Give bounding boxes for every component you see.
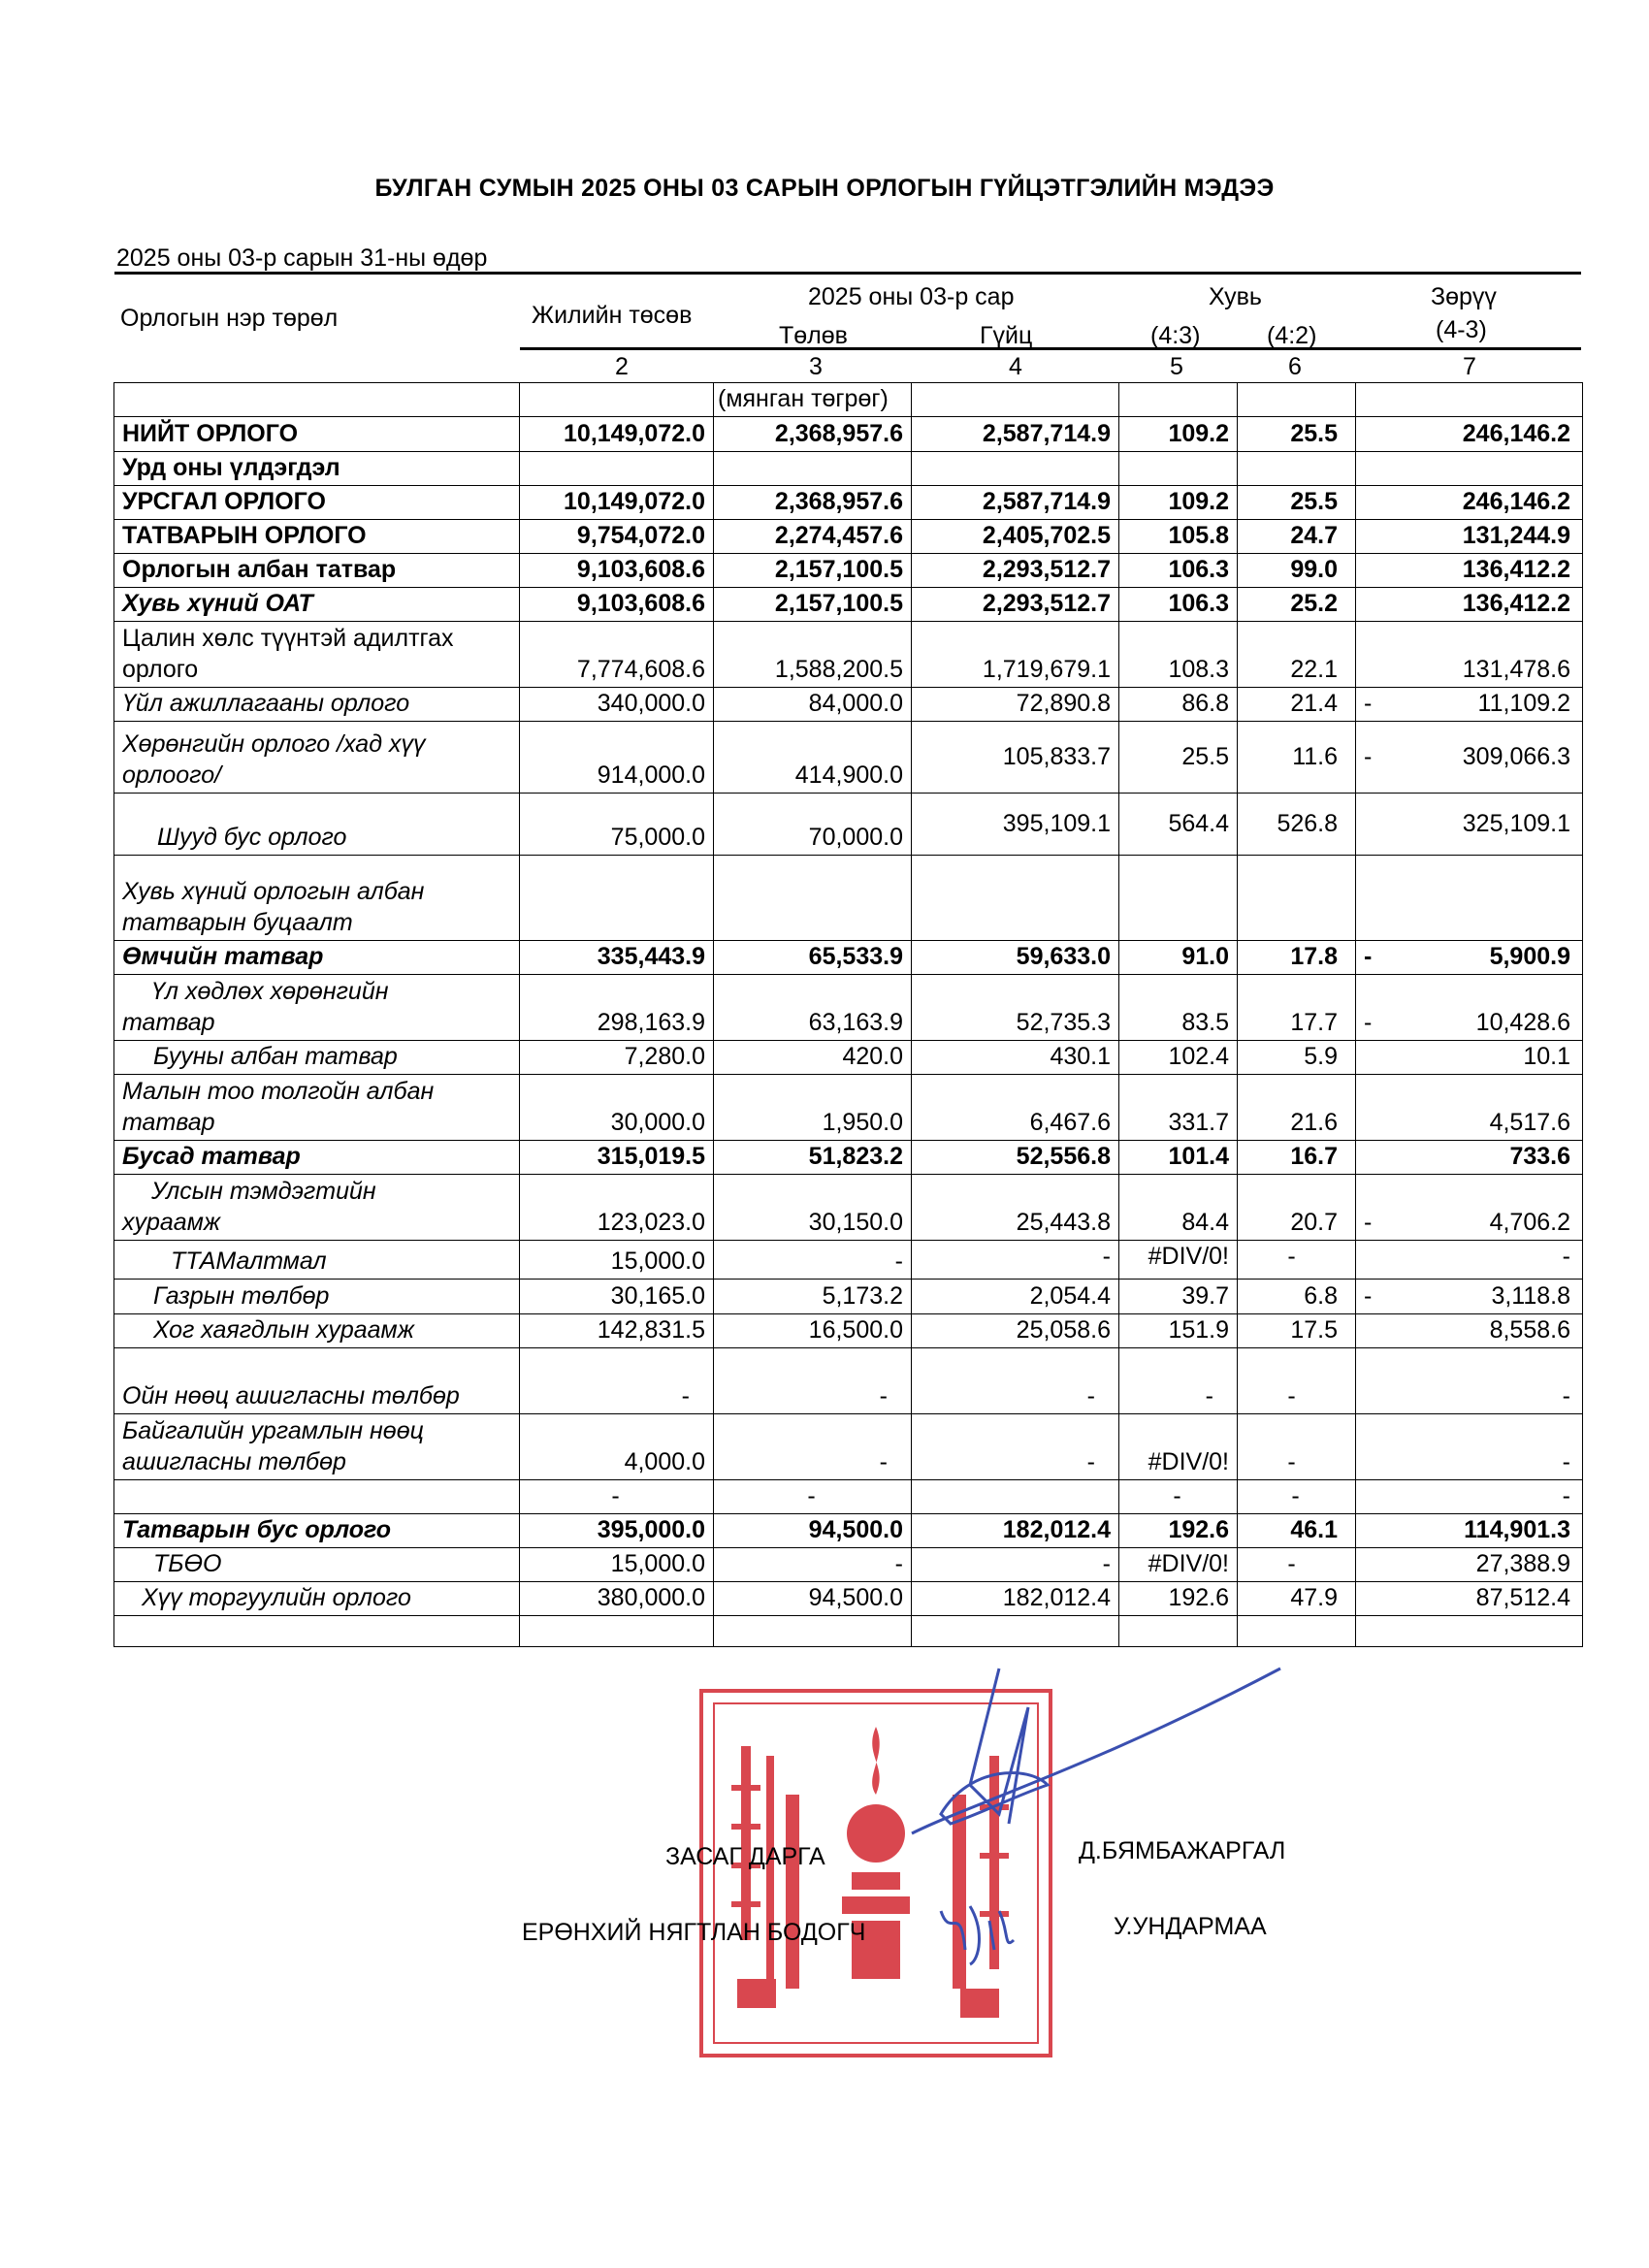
diff-value: 5,900.9 [1489, 943, 1570, 970]
cell-month-plan: 414,900.0 [714, 722, 912, 794]
cell-pct-43: 101.4 [1119, 1141, 1238, 1175]
cell-pct-42: - [1238, 1480, 1356, 1514]
accountant-title: ЕРӨНХИЙ НЯГТЛАН БОДОГЧ [522, 1919, 866, 1946]
cell-month-plan: 63,163.9 [714, 975, 912, 1041]
row-name: НИЙТ ОРЛОГО [114, 417, 520, 452]
cell-annual-plan: 142,831.5 [520, 1314, 714, 1348]
row-name-line2: орлого [122, 656, 199, 683]
cell-pct-42: 99.0 [1238, 554, 1356, 588]
cell-pct-42: 46.1 [1238, 1514, 1356, 1548]
cell-diff [1356, 588, 1583, 622]
cell-month-plan: 94,500.0 [714, 1582, 912, 1616]
cell-pct-42: 16.7 [1238, 1141, 1356, 1175]
cell-diff [1356, 1280, 1583, 1314]
row-name: УРСГАЛ ОРЛОГО [114, 486, 520, 520]
row-name-line1: Хөрөнгийн орлого /хад хүү [122, 730, 426, 758]
cell-pct-43: 102.4 [1119, 1041, 1238, 1075]
report-date: 2025 оны 03-р сарын 31-ны өдөр [116, 244, 488, 272]
table-row [114, 1514, 1583, 1548]
cell-pct-42: 6.8 [1238, 1280, 1356, 1314]
cell-actual: 105,833.7 [912, 722, 1119, 794]
row-name [114, 856, 520, 941]
cell-actual: 2,587,714.9 [912, 486, 1119, 520]
diff-value: - [1562, 1448, 1570, 1475]
diff-value: - [1562, 1243, 1570, 1270]
cell-month-plan: 2,274,457.6 [714, 520, 912, 554]
cell-pct-42: 17.7 [1238, 975, 1356, 1041]
cell-diff [1356, 486, 1583, 520]
cell-annual-plan: 15,000.0 [520, 1548, 714, 1582]
cell-actual: 25,443.8 [912, 1175, 1119, 1241]
row-name-line1: Цалин хөлс түүнтэй адилтгах [122, 625, 454, 652]
cell-pct-43: 192.6 [1119, 1582, 1238, 1616]
row-name: Татварын бус орлого [114, 1514, 520, 1548]
col-num-6: 6 [1288, 353, 1302, 380]
diff-sign: - [1364, 1009, 1373, 1036]
cell-annual-plan: 15,000.0 [520, 1241, 714, 1280]
cell-diff [1356, 520, 1583, 554]
cell-pct-42: 25.5 [1238, 486, 1356, 520]
row-name: Хүү торгуулийн орлого [114, 1582, 520, 1616]
diff-value: - [1562, 1382, 1570, 1409]
row-name: ТАТВАРЫН ОРЛОГО [114, 520, 520, 554]
table-row [114, 722, 1583, 794]
cell-pct-43: 108.3 [1119, 622, 1238, 688]
cell-actual: 2,293,512.7 [912, 588, 1119, 622]
cell-annual-plan: 75,000.0 [520, 794, 714, 856]
table-row [114, 622, 1583, 688]
diff-value: 10.1 [1523, 1043, 1570, 1070]
cell-pct-43: #DIV/0! [1119, 1548, 1238, 1582]
cell-pct-42: 21.6 [1238, 1075, 1356, 1141]
row-name-line1: Байгалийн ургамлын нөөц [122, 1417, 424, 1444]
row-name: Урд оны үлдэгдэл [114, 452, 520, 486]
cell-pct-43: 192.6 [1119, 1514, 1238, 1548]
cell-month-plan: 1,950.0 [714, 1075, 912, 1141]
diff-value: 246,146.2 [1462, 488, 1570, 515]
diff-value: 131,244.9 [1462, 522, 1570, 549]
cell-actual: 395,109.1 [912, 794, 1119, 856]
cell-month-plan: 16,500.0 [714, 1314, 912, 1348]
cell-annual-plan: 7,774,608.6 [520, 622, 714, 688]
cell-annual-plan: 10,149,072.0 [520, 486, 714, 520]
cell-pct-43: 105.8 [1119, 520, 1238, 554]
cell-pct-42 [1238, 452, 1356, 486]
cell-month-plan: - [714, 1241, 912, 1280]
table-row [114, 452, 1583, 486]
diff-value: 114,901.3 [1464, 1516, 1570, 1543]
header-percent: Хувь [1209, 283, 1262, 310]
row-name-line2: татвар [122, 1009, 215, 1036]
col-num-7: 7 [1463, 353, 1476, 380]
diff-value: 733.6 [1509, 1143, 1570, 1170]
cell-pct-42: 17.8 [1238, 941, 1356, 975]
table-row [114, 554, 1583, 588]
cell-diff [1356, 417, 1583, 452]
row-name: Ойн нөөц ашигласны төлбөр [114, 1348, 520, 1414]
row-name [114, 1414, 520, 1480]
diff-value: - [1562, 1482, 1570, 1509]
diff-value: 27,388.9 [1475, 1550, 1570, 1577]
cell-annual-plan: 9,103,608.6 [520, 588, 714, 622]
table-row [114, 1141, 1583, 1175]
cell-annual-plan: - [520, 1480, 714, 1514]
table-row [114, 520, 1583, 554]
cell-pct-43: 91.0 [1119, 941, 1238, 975]
cell-pct-43: - [1119, 1480, 1238, 1514]
header-diff-formula: (4-3) [1436, 316, 1487, 343]
cell-pct-43: - [1119, 1348, 1238, 1414]
cell-actual [912, 1480, 1119, 1514]
row-name: ТТАМалтмал [114, 1241, 520, 1280]
diff-sign: - [1364, 742, 1373, 770]
cell-pct-42: 5.9 [1238, 1041, 1356, 1075]
table-row [114, 1241, 1583, 1280]
cell-diff [1356, 1582, 1583, 1616]
cell-annual-plan: 7,280.0 [520, 1041, 714, 1075]
row-name [114, 1075, 520, 1141]
cell-diff [1356, 1241, 1583, 1280]
cell-pct-42: - [1238, 1548, 1356, 1582]
header-ratio-43: (4:3) [1150, 322, 1201, 349]
header-plan: Төлөв [779, 322, 848, 349]
cell-diff [1356, 1175, 1583, 1241]
diff-sign: - [1364, 1209, 1373, 1236]
cell-annual-plan [520, 856, 714, 941]
row-name [114, 1480, 520, 1514]
cell-diff [1356, 622, 1583, 688]
cell-month-plan: 2,157,100.5 [714, 588, 912, 622]
cell-pct-43: 83.5 [1119, 975, 1238, 1041]
row-name-line2: татварын буцаалт [122, 909, 353, 936]
cell-diff [1356, 856, 1583, 941]
cell-annual-plan: 395,000.0 [520, 1514, 714, 1548]
cell-diff [1356, 688, 1583, 722]
col-num-5: 5 [1170, 353, 1183, 380]
cell-month-plan: - [714, 1414, 912, 1480]
cell-actual: 2,405,702.5 [912, 520, 1119, 554]
table-row [114, 975, 1583, 1041]
table-row [114, 417, 1583, 452]
cell-actual: - [912, 1414, 1119, 1480]
cell-pct-42: 25.5 [1238, 417, 1356, 452]
cell-diff [1356, 452, 1583, 486]
cell-actual: 25,058.6 [912, 1314, 1119, 1348]
cell-pct-43: 106.3 [1119, 554, 1238, 588]
cell-pct-42: 47.9 [1238, 1582, 1356, 1616]
row-name-line2: хураамж [122, 1209, 221, 1236]
cell-annual-plan: 10,149,072.0 [520, 417, 714, 452]
cell-actual: 59,633.0 [912, 941, 1119, 975]
cell-pct-43: 331.7 [1119, 1075, 1238, 1141]
row-name: Хог хаягдлын хураамж [114, 1314, 520, 1348]
header-name: Орлогын нэр төрөл [120, 305, 339, 332]
table-row [114, 688, 1583, 722]
cell-actual: 182,012.4 [912, 1514, 1119, 1548]
row-name: Бууны албан татвар [114, 1041, 520, 1075]
accountant-signature [931, 1892, 1018, 1969]
cell-annual-plan: 914,000.0 [520, 722, 714, 794]
cell-diff [1356, 1041, 1583, 1075]
cell-diff [1356, 1548, 1583, 1582]
cell-pct-42: 21.4 [1238, 688, 1356, 722]
diff-value: 11,109.2 [1477, 690, 1570, 717]
row-name: Үйл ажиллагааны орлого [114, 688, 520, 722]
col-num-2: 2 [615, 353, 629, 380]
cell-pct-42: 17.5 [1238, 1314, 1356, 1348]
cell-month-plan: 94,500.0 [714, 1514, 912, 1548]
cell-pct-42 [1238, 856, 1356, 941]
cell-pct-43: #DIV/0! [1119, 1414, 1238, 1480]
table-row [114, 941, 1583, 975]
cell-pct-43: 109.2 [1119, 486, 1238, 520]
diff-value: 136,412.2 [1462, 590, 1570, 617]
revenue-table [113, 382, 1583, 1647]
cell-annual-plan: 335,443.9 [520, 941, 714, 975]
diff-value: 136,412.2 [1462, 556, 1570, 583]
cell-actual: 2,293,512.7 [912, 554, 1119, 588]
diff-sign: - [1364, 690, 1373, 717]
table-row [114, 794, 1583, 856]
header-diff: Зөрүү [1431, 283, 1497, 310]
table-row-empty [114, 1616, 1583, 1647]
cell-month-plan [714, 452, 912, 486]
diff-value: 3,118.8 [1491, 1282, 1570, 1310]
cell-pct-43: 106.3 [1119, 588, 1238, 622]
diff-value: 325,109.1 [1462, 809, 1570, 837]
cell-annual-plan: - [520, 1348, 714, 1414]
table-row [114, 1175, 1583, 1241]
cell-month-plan: 2,157,100.5 [714, 554, 912, 588]
cell-pct-43 [1119, 856, 1238, 941]
diff-sign: - [1364, 1282, 1373, 1310]
cell-pct-43: 84.4 [1119, 1175, 1238, 1241]
header-annual-plan: Жилийн төсөв [532, 302, 693, 329]
cell-month-plan: 30,150.0 [714, 1175, 912, 1241]
cell-pct-42: 20.7 [1238, 1175, 1356, 1241]
unit-row [114, 383, 1583, 417]
cell-diff [1356, 1314, 1583, 1348]
row-name-line2: ашигласны төлбөр [122, 1448, 346, 1475]
cell-diff [1356, 554, 1583, 588]
cell-annual-plan [520, 452, 714, 486]
col-num-4: 4 [1009, 353, 1022, 380]
cell-pct-43: 39.7 [1119, 1280, 1238, 1314]
diff-value: 87,512.4 [1475, 1584, 1570, 1611]
cell-annual-plan: 315,019.5 [520, 1141, 714, 1175]
table-row [114, 1548, 1583, 1582]
diff-value: 309,066.3 [1462, 742, 1570, 770]
cell-pct-42: 22.1 [1238, 622, 1356, 688]
diff-value: 131,478.6 [1462, 656, 1570, 683]
governor-title: ЗАСАГ ДАРГА [665, 1843, 825, 1870]
row-name-line1: Улсын тэмдэгтийн [151, 1178, 376, 1205]
cell-diff [1356, 722, 1583, 794]
cell-pct-42: 526.8 [1238, 794, 1356, 856]
unit-label: (мянган төгрөг) [714, 383, 912, 417]
cell-annual-plan: 298,163.9 [520, 975, 714, 1041]
cell-actual: - [912, 1548, 1119, 1582]
table-row [114, 1414, 1583, 1480]
row-name-line2: орлоого/ [122, 761, 222, 789]
cell-diff [1356, 1414, 1583, 1480]
diff-value: 8,558.6 [1489, 1316, 1570, 1344]
cell-actual: 52,735.3 [912, 975, 1119, 1041]
row-name-line1: Үл хөдлөх хөрөнгийн [151, 978, 389, 1005]
row-name: Шууд бус орлого [114, 794, 520, 856]
cell-annual-plan: 4,000.0 [520, 1414, 714, 1480]
cell-month-plan: - [714, 1480, 912, 1514]
cell-actual: - [912, 1348, 1119, 1414]
cell-annual-plan: 9,754,072.0 [520, 520, 714, 554]
table-row [114, 1280, 1583, 1314]
cell-month-plan: 70,000.0 [714, 794, 912, 856]
cell-pct-43 [1119, 452, 1238, 486]
header-bottom-rule [520, 347, 1581, 350]
cell-pct-43: 25.5 [1119, 722, 1238, 794]
row-name [114, 975, 520, 1041]
cell-month-plan: 5,173.2 [714, 1280, 912, 1314]
row-name: Орлогын албан татвар [114, 554, 520, 588]
row-name: Бусад татвар [114, 1141, 520, 1175]
accountant-name: У.УНДАРМАА [1114, 1913, 1267, 1940]
cell-month-plan: 2,368,957.6 [714, 486, 912, 520]
cell-pct-42: - [1238, 1241, 1356, 1280]
cell-actual: 430.1 [912, 1041, 1119, 1075]
header-top-rule [114, 272, 1581, 275]
cell-actual: 182,012.4 [912, 1582, 1119, 1616]
table-row [114, 1075, 1583, 1141]
diff-value: 246,146.2 [1462, 420, 1570, 447]
table-row [114, 1314, 1583, 1348]
cell-actual: 6,467.6 [912, 1075, 1119, 1141]
cell-diff [1356, 1141, 1583, 1175]
row-name [114, 622, 520, 688]
cell-pct-43: 151.9 [1119, 1314, 1238, 1348]
governor-name: Д.БЯМБАЖАРГАЛ [1079, 1837, 1286, 1864]
cell-actual: - [912, 1241, 1119, 1280]
table-row [114, 1348, 1583, 1414]
cell-diff [1356, 1075, 1583, 1141]
cell-month-plan: 1,588,200.5 [714, 622, 912, 688]
cell-month-plan: - [714, 1548, 912, 1582]
row-name-line1: Малын тоо толгойн албан [122, 1078, 435, 1105]
diff-value: 10,428.6 [1475, 1009, 1570, 1036]
cell-diff [1356, 1480, 1583, 1514]
cell-actual: 72,890.8 [912, 688, 1119, 722]
cell-month-plan: 51,823.2 [714, 1141, 912, 1175]
cell-diff [1356, 1348, 1583, 1414]
header-actual: Гүйц [980, 322, 1033, 349]
cell-pct-42: - [1238, 1348, 1356, 1414]
report-title: БУЛГАН СУМЫН 2025 ОНЫ 03 САРЫН ОРЛОГЫН ГҮЙЦЭТГЭЛИЙН МЭДЭЭ [374, 175, 1275, 202]
cell-actual: 2,587,714.9 [912, 417, 1119, 452]
cell-pct-43: 86.8 [1119, 688, 1238, 722]
row-name [114, 722, 520, 794]
cell-annual-plan: 380,000.0 [520, 1582, 714, 1616]
row-name-line1: Хувь хүний орлогын албан [122, 878, 425, 905]
diff-value: 4,706.2 [1489, 1209, 1570, 1236]
cell-pct-43: 109.2 [1119, 417, 1238, 452]
cell-month-plan: - [714, 1348, 912, 1414]
row-name: ТБӨО [114, 1548, 520, 1582]
table-row [114, 1041, 1583, 1075]
table-row [114, 1582, 1583, 1616]
cell-month-plan: 84,000.0 [714, 688, 912, 722]
col-num-3: 3 [809, 353, 823, 380]
header-ratio-42: (4:2) [1267, 322, 1317, 349]
cell-pct-43: 564.4 [1119, 794, 1238, 856]
cell-annual-plan: 9,103,608.6 [520, 554, 714, 588]
table-row [114, 856, 1583, 941]
table-row [114, 486, 1583, 520]
cell-annual-plan: 340,000.0 [520, 688, 714, 722]
row-name: Хувь хүний ОАТ [114, 588, 520, 622]
cell-pct-42: 25.2 [1238, 588, 1356, 622]
diff-sign: - [1364, 943, 1373, 970]
row-name-line2: татвар [122, 1109, 215, 1136]
table-row [114, 1480, 1583, 1514]
cell-annual-plan: 30,165.0 [520, 1280, 714, 1314]
cell-diff [1356, 794, 1583, 856]
cell-pct-42: 11.6 [1238, 722, 1356, 794]
cell-actual [912, 856, 1119, 941]
cell-diff [1356, 941, 1583, 975]
cell-pct-43: #DIV/0! [1119, 1241, 1238, 1280]
cell-annual-plan: 30,000.0 [520, 1075, 714, 1141]
cell-pct-42: 24.7 [1238, 520, 1356, 554]
cell-month-plan: 65,533.9 [714, 941, 912, 975]
diff-value: 4,517.6 [1489, 1109, 1570, 1136]
cell-actual: 2,054.4 [912, 1280, 1119, 1314]
cell-month-plan: 420.0 [714, 1041, 912, 1075]
row-name: Газрын төлбөр [114, 1280, 520, 1314]
row-name: Өмчийн татвар [114, 941, 520, 975]
cell-pct-42: - [1238, 1414, 1356, 1480]
cell-diff [1356, 1514, 1583, 1548]
cell-month-plan: 2,368,957.6 [714, 417, 912, 452]
header-period: 2025 оны 03-р сар [808, 283, 1015, 310]
cell-month-plan [714, 856, 912, 941]
row-name [114, 1175, 520, 1241]
cell-diff [1356, 975, 1583, 1041]
table-row [114, 588, 1583, 622]
cell-actual: 1,719,679.1 [912, 622, 1119, 688]
cell-annual-plan: 123,023.0 [520, 1175, 714, 1241]
cell-actual [912, 452, 1119, 486]
cell-actual: 52,556.8 [912, 1141, 1119, 1175]
